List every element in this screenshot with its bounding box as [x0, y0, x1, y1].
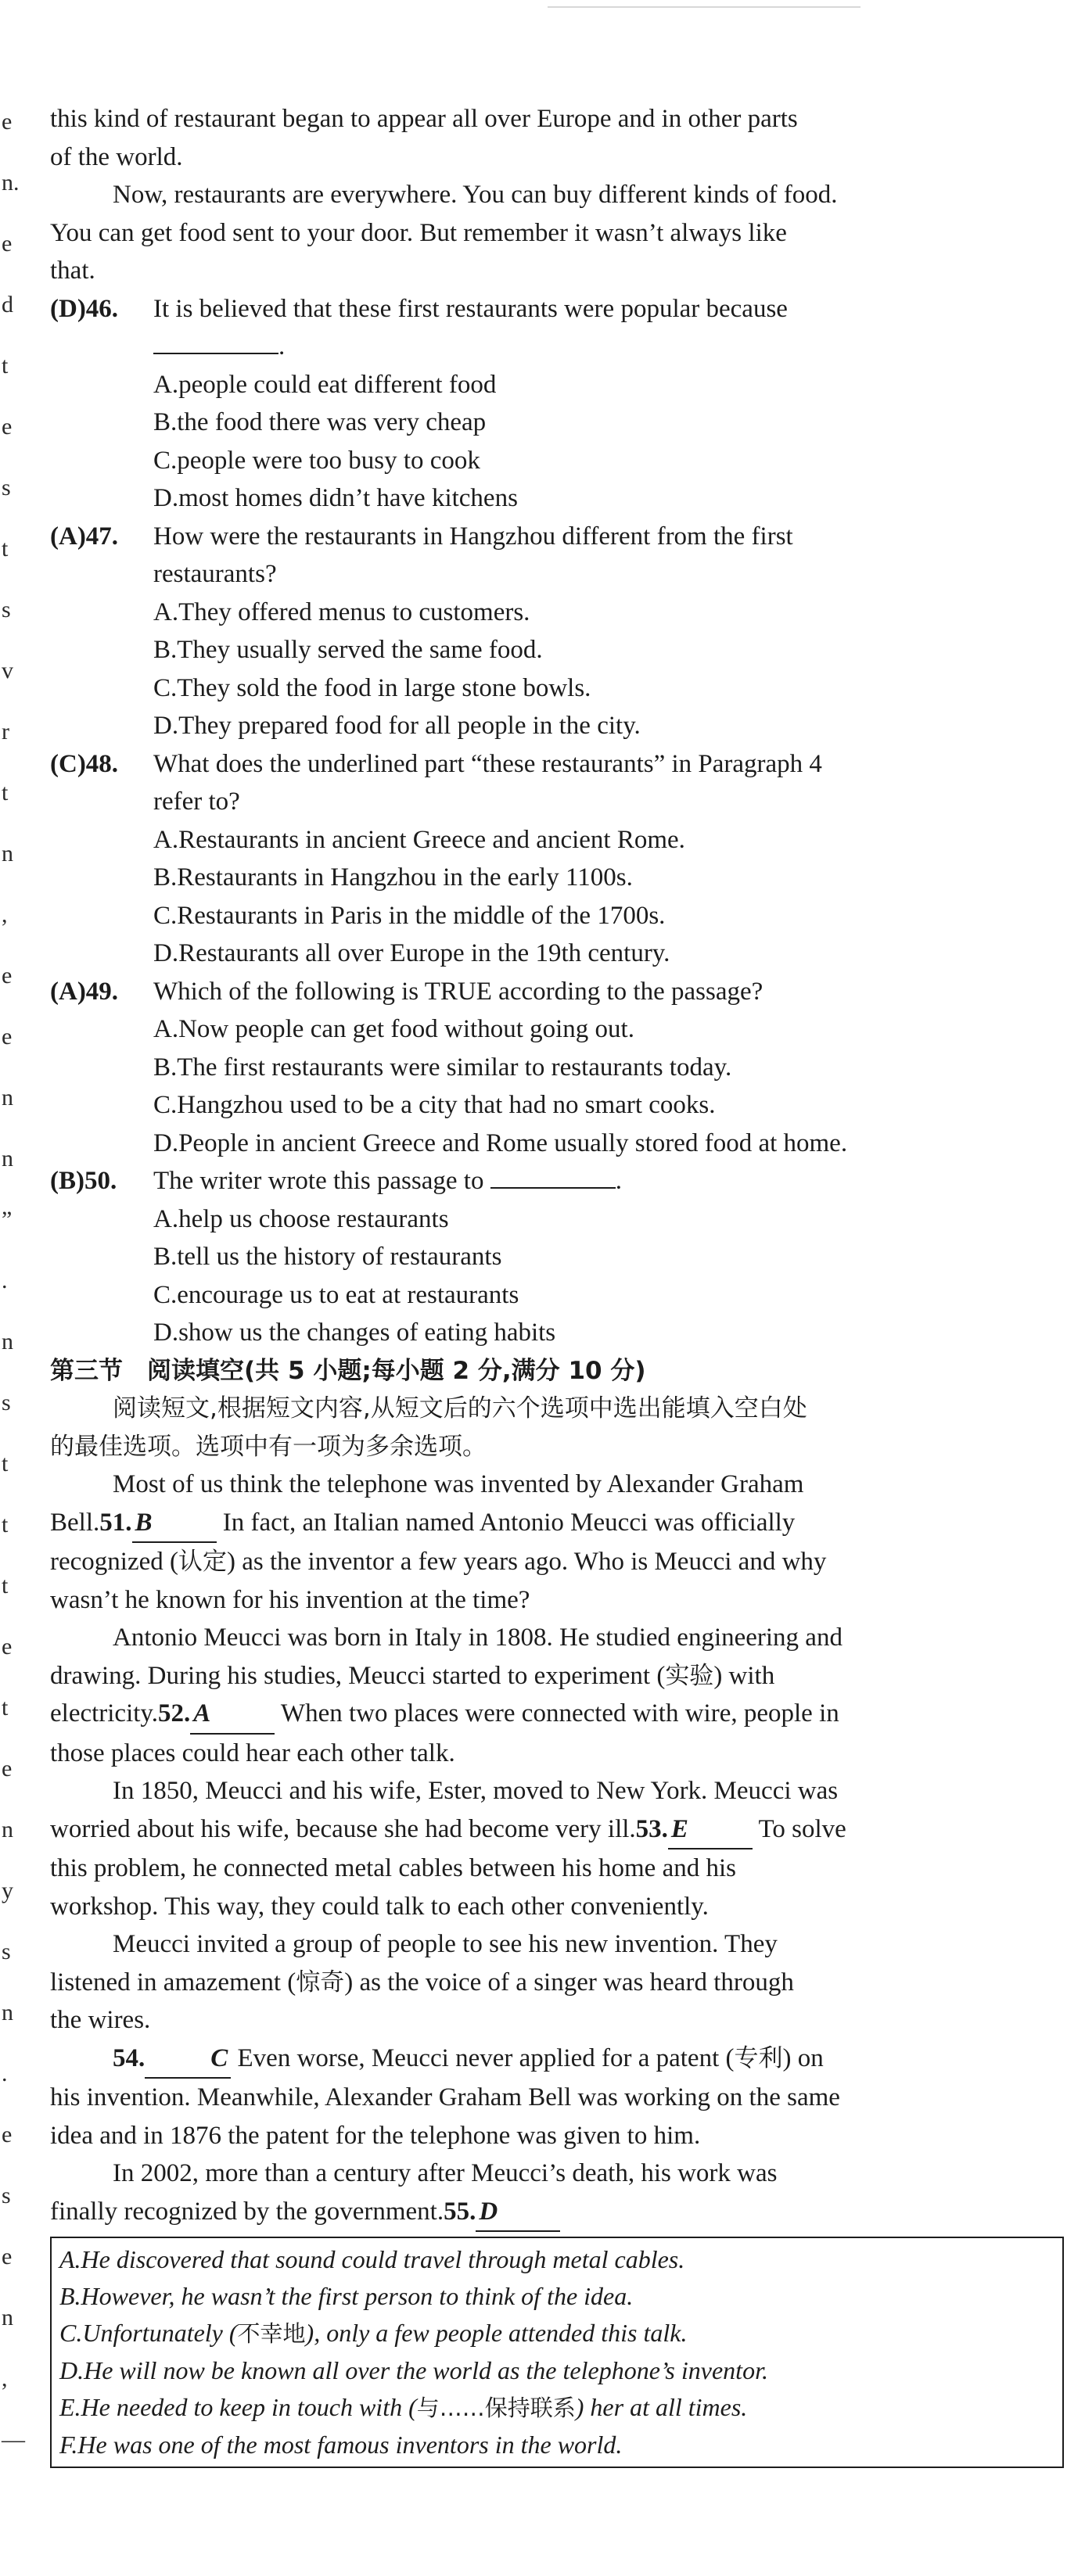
edge-fragment: s	[2, 597, 11, 622]
stem-end: .	[278, 332, 286, 361]
question-stem: The writer wrote this passage to	[153, 1167, 484, 1195]
edge-fragment: t	[2, 1695, 9, 1720]
option-a: A.people could eat different food	[153, 370, 497, 399]
edge-fragment: e	[2, 1634, 13, 1659]
blank-52-answer: A	[190, 1695, 275, 1735]
cloze-line: the wires.	[50, 2006, 151, 2034]
edge-fragment: ”	[2, 1207, 13, 1232]
edge-fragment: n	[2, 1085, 13, 1110]
gloss-cn: 实验	[665, 1661, 714, 1690]
edge-fragment: n	[2, 1146, 13, 1171]
cloze-text: ) on	[782, 2043, 824, 2072]
edge-fragment: e	[2, 231, 13, 257]
edge-fragment: n	[2, 1329, 13, 1354]
blank-53-answer: E	[668, 1810, 753, 1850]
option-b: B.The first restaurants were similar to restaurants today.	[153, 1053, 732, 1082]
option-b: B.Restaurants in Hangzhou in the early 1100s.	[153, 863, 633, 892]
choice-c	[59, 2315, 1054, 2352]
choice-text: ) her at all times.	[575, 2393, 748, 2421]
cloze-text: When two places were connected with wire, people in	[275, 1699, 839, 1727]
cloze-text: worried about his wife, because she had become very ill.	[50, 1814, 636, 1843]
answer-blank	[153, 329, 278, 354]
choices-box	[50, 2237, 1064, 2468]
left-edge-fragments	[0, 0, 31, 2576]
option-d: D.They prepared food for all people in the city.	[153, 712, 641, 740]
option-a: A.They offered menus to customers.	[153, 597, 530, 626]
cloze-line: In 1850, Meucci and his wife, Ester, moved to New York. Meucci was	[113, 1777, 839, 1805]
choice-e	[59, 2389, 1054, 2427]
question-47	[50, 518, 1075, 745]
question-50	[50, 1162, 1075, 1352]
cloze-line: workshop. This way, they could talk to each other conveniently.	[50, 1892, 709, 1921]
cloze-line: his invention. Meanwhile, Alexander Graham Bell was working on the same	[50, 2083, 840, 2111]
section-instructions: 的最佳选项。选项中有一项为多余选项。	[50, 1432, 487, 1461]
question-46	[50, 290, 1075, 518]
question-48	[50, 745, 1075, 973]
cloze-line: those places could hear each other talk.	[50, 1738, 455, 1767]
cloze-text: drawing. During his studies, Meucci started to experiment (	[50, 1661, 666, 1690]
question-stem: What does the underlined part “these restaurants” in Paragraph 4	[153, 749, 822, 778]
passage-line: that.	[50, 257, 95, 285]
edge-fragment: ,	[2, 2366, 8, 2391]
cloze-text: listened in amazement (	[50, 1968, 296, 1997]
blank-55-number: 55.	[444, 2197, 476, 2226]
question-49	[50, 973, 1075, 1163]
option-a: A.Now people can get food without going out.	[153, 1015, 634, 1043]
cloze-line: wasn’t he known for his invention at the time?	[50, 1585, 530, 1614]
choice-f: F.He was one of the most famous inventors in the world.	[59, 2431, 623, 2459]
question-stem-cont: restaurants?	[153, 560, 277, 588]
blank-54-answer: C	[145, 2040, 231, 2079]
passage-line: You can get food sent to your door. But remember it wasn’t always like	[50, 218, 787, 247]
option-b: B.They usually served the same food.	[153, 636, 543, 664]
edge-fragment: t	[2, 1451, 9, 1476]
cloze-text: ) as the inventor a few years ago. Who is Meucci and why	[227, 1548, 827, 1576]
question-stem: It is believed that these first restaurants were popular because	[153, 294, 788, 323]
cloze-text: finally recognized by the government.	[50, 2197, 444, 2226]
option-a: A.help us choose restaurants	[153, 1204, 449, 1233]
cloze-text: Even worse, Meucci never applied for a patent (	[231, 2043, 735, 2072]
edge-fragment: n	[2, 2000, 13, 2025]
stem-end: .	[615, 1167, 622, 1195]
page-content	[50, 100, 1075, 2468]
cloze-text: In fact, an Italian named Antonio Meucci was officially	[216, 1508, 796, 1537]
cloze-text: ) as the voice of a singer was heard through	[344, 1968, 794, 1997]
edge-fragment: r	[2, 719, 9, 744]
edge-fragment: e	[2, 1756, 13, 1781]
gloss-cn: 认定	[178, 1548, 227, 1576]
edge-fragment: s	[2, 2183, 11, 2208]
passage-tail	[50, 100, 1075, 290]
edge-fragment: e	[2, 1024, 13, 1049]
question-stem-cont: refer to?	[153, 788, 240, 816]
edge-fragment: e	[2, 2244, 13, 2269]
gloss-cn: 专利	[734, 2043, 783, 2072]
choice-text: E.He needed to keep in touch with (	[59, 2393, 417, 2421]
blank-52-number: 52.	[158, 1699, 191, 1727]
gloss-cn: 不幸地	[237, 2320, 306, 2347]
option-c: C.Hangzhou used to be a city that had no smart cooks.	[153, 1091, 716, 1119]
edge-fragment: n	[2, 2305, 13, 2330]
blank-53-number: 53.	[635, 1814, 668, 1843]
cloze-text: recognized (	[50, 1548, 178, 1576]
option-a: A.Restaurants in ancient Greece and ancient Rome.	[153, 825, 685, 854]
choice-a: A.He discovered that sound could travel through metal cables.	[59, 2245, 685, 2273]
cloze-line: Most of us think the telephone was invented by Alexander Graham	[113, 1470, 804, 1498]
gloss-cn: 惊奇	[296, 1968, 345, 1997]
option-c: C.people were too busy to cook	[153, 446, 480, 475]
edge-fragment: t	[2, 353, 9, 379]
cloze-line: Meucci invited a group of people to see his new invention. They	[113, 1930, 778, 1958]
answer-label: (A)49.	[50, 977, 119, 1006]
edge-fragment: y	[2, 1878, 13, 1903]
answer-label: (A)47.	[50, 522, 119, 551]
blank-55-answer: D	[476, 2193, 560, 2233]
edge-fragment: .	[2, 2061, 8, 2086]
edge-fragment: e	[2, 963, 13, 988]
cloze-text: ) with	[713, 1661, 775, 1690]
edge-fragment: ,	[2, 902, 8, 927]
answer-label: (C)48.	[50, 749, 119, 778]
option-c: C.Restaurants in Paris in the middle of the 1700s.	[153, 901, 666, 930]
cloze-text: electricity.	[50, 1699, 159, 1727]
cloze-text: Bell.	[50, 1508, 100, 1537]
edge-fragment: s	[2, 1390, 11, 1415]
choice-text: C.Unfortunately (	[59, 2319, 238, 2347]
cloze-line: this problem, he connected metal cables between his home and his	[50, 1854, 736, 1882]
edge-fragment: d	[2, 292, 13, 318]
edge-fragment: s	[2, 475, 11, 500]
edge-fragment: n	[2, 1817, 13, 1842]
option-d: D.People in ancient Greece and Rome usually stored food at home.	[153, 1128, 848, 1157]
option-b: B.tell us the history of restaurants	[153, 1243, 502, 1271]
top-rule	[548, 6, 860, 8]
question-stem: How were the restaurants in Hangzhou different from the first	[153, 522, 793, 551]
cloze-text: To solve	[752, 1814, 846, 1843]
option-b: B.the food there was very cheap	[153, 408, 487, 436]
option-c: C.They sold the food in large stone bowls.	[153, 673, 591, 702]
section-instructions: 阅读短文,根据短文内容,从短文后的六个选项中选出能填入空白处	[113, 1394, 807, 1423]
passage-line: this kind of restaurant began to appear all over Europe and in other parts	[50, 105, 798, 133]
edge-fragment: —	[2, 2427, 25, 2452]
passage-line: Now, restaurants are everywhere. You can buy different kinds of food.	[113, 181, 838, 209]
option-d: D.most homes didn’t have kitchens	[153, 484, 518, 512]
question-stem: Which of the following is TRUE according to the passage?	[153, 977, 763, 1006]
edge-fragment: s	[2, 1939, 11, 1964]
choice-b: B.However, he wasn’t the first person to think of the idea.	[59, 2282, 634, 2310]
edge-fragment: t	[2, 780, 9, 805]
edge-fragment: e	[2, 414, 13, 439]
section-title: 第三节 阅读填空(共 5 小题;每小题 2 分,满分 10 分)	[50, 1356, 646, 1385]
option-c: C.encourage us to eat at restaurants	[153, 1280, 519, 1309]
answer-label: (D)46.	[50, 294, 119, 323]
edge-fragment: n.	[2, 170, 20, 196]
option-d: D.Restaurants all over Europe in the 19th century.	[153, 939, 670, 967]
answer-blank	[490, 1164, 616, 1189]
cloze-line: In 2002, more than a century after Meucci’s death, his work was	[113, 2159, 778, 2187]
blank-51-number: 51.	[99, 1508, 132, 1537]
edge-fragment: t	[2, 1512, 9, 1537]
answer-label: (B)50.	[50, 1167, 117, 1195]
choice-d: D.He will now be known all over the world as the telephone’s inventor.	[59, 2356, 768, 2384]
edge-fragment: t	[2, 1573, 9, 1598]
gloss-cn: 与……保持联系	[416, 2395, 576, 2421]
blank-54-number: 54.	[113, 2043, 146, 2072]
edge-fragment: e	[2, 109, 13, 135]
cloze-line: idea and in 1876 the patent for the telephone was given to him.	[50, 2121, 701, 2150]
cloze-line: Antonio Meucci was born in Italy in 1808. He studied engineering and	[113, 1623, 842, 1652]
edge-fragment: .	[2, 1268, 8, 1293]
passage-line: of the world.	[50, 142, 183, 171]
edge-fragment: t	[2, 536, 9, 561]
choice-text: ), only a few people attended this talk.	[305, 2319, 688, 2347]
blank-51-answer: B	[132, 1504, 217, 1544]
option-d: D.show us the changes of eating habits	[153, 1318, 556, 1347]
edge-fragment: e	[2, 2122, 13, 2147]
edge-fragment: v	[2, 658, 13, 683]
edge-fragment: n	[2, 841, 13, 866]
